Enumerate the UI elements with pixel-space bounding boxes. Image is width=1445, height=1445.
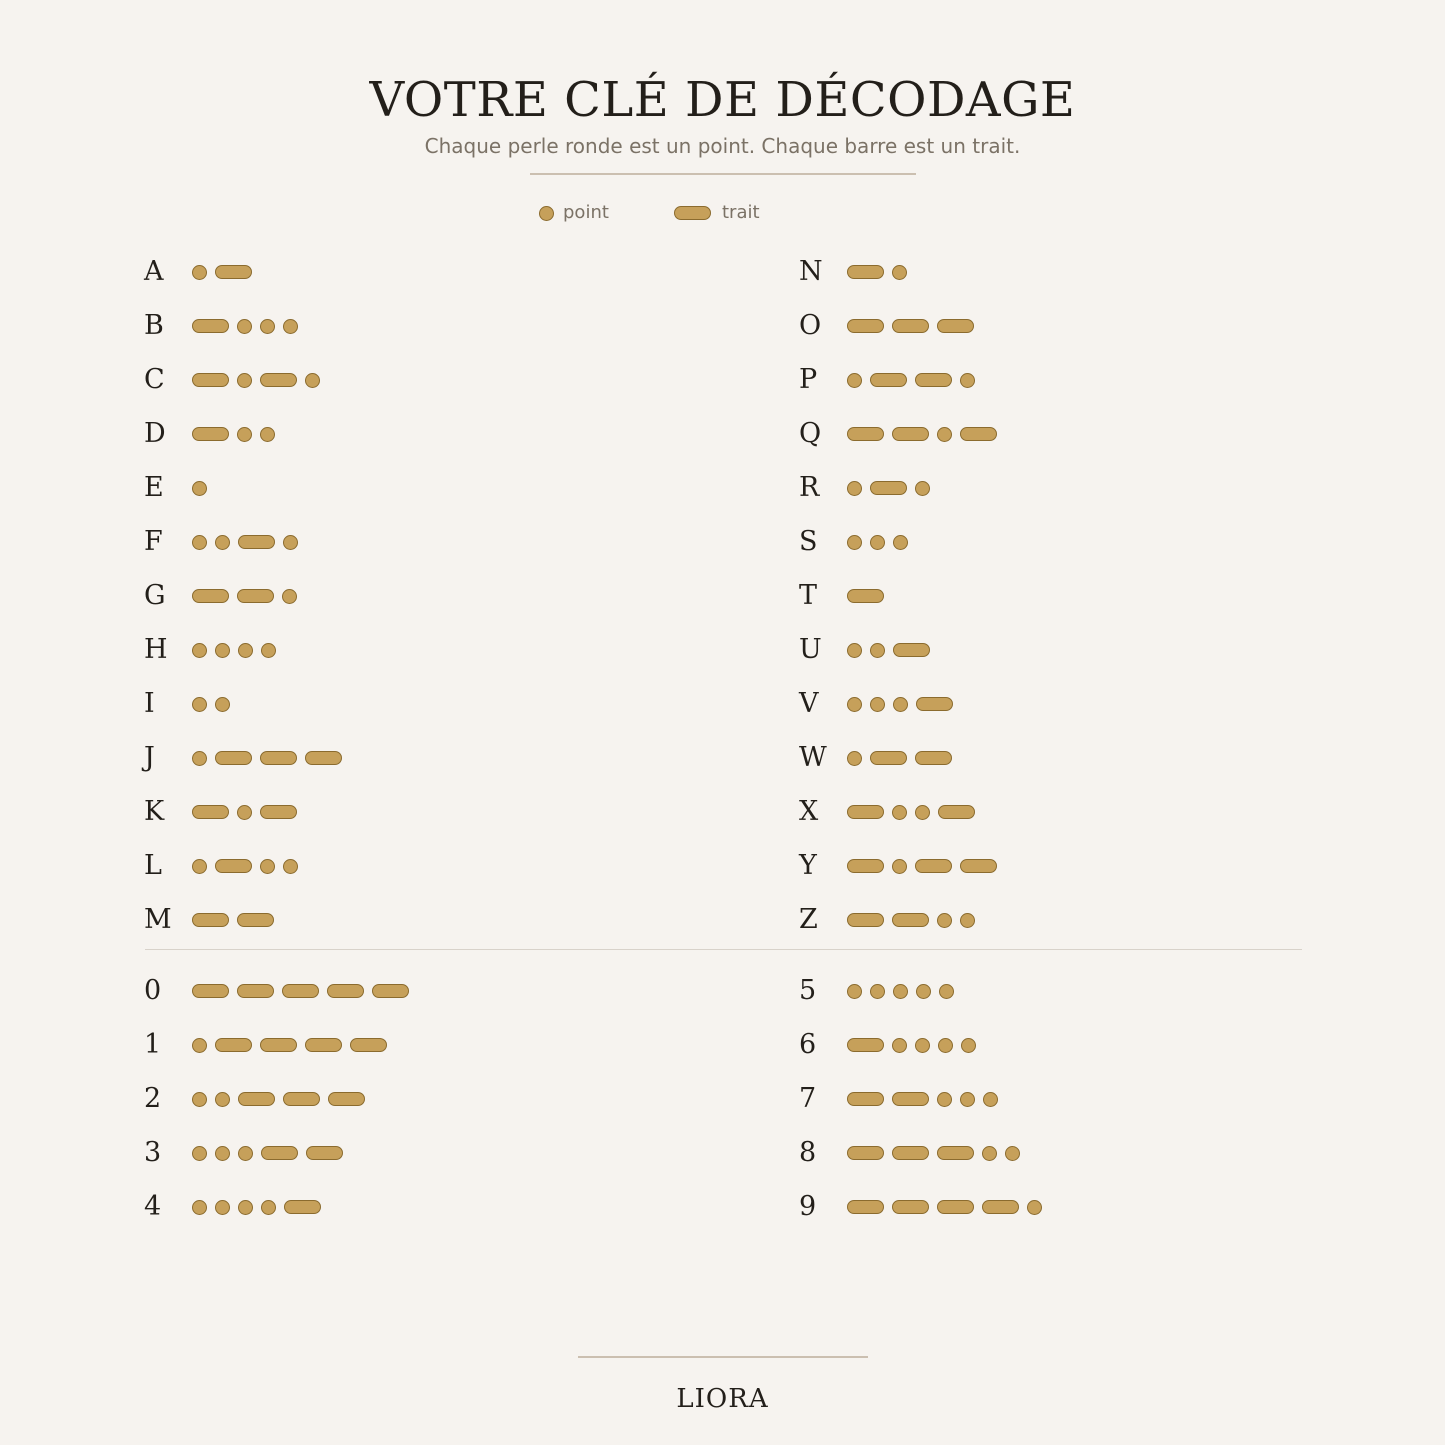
dash-bead-icon	[260, 373, 297, 387]
dash-bead-icon	[306, 1146, 343, 1160]
legend-dash	[674, 200, 760, 226]
code-row	[799, 689, 953, 719]
code-row	[144, 905, 274, 935]
dot-bead-icon	[982, 1146, 997, 1161]
dot-bead-icon	[260, 319, 275, 334]
code-character: C	[144, 364, 165, 395]
code-row	[799, 1192, 1042, 1222]
dot-bead-icon	[192, 1146, 207, 1161]
code-character: 0	[144, 975, 162, 1006]
code-character: 3	[144, 1137, 162, 1168]
dot-bead-icon	[260, 427, 275, 442]
dot-bead-icon	[305, 373, 320, 388]
dot-bead-icon	[192, 751, 207, 766]
dot-bead-icon	[261, 1200, 276, 1215]
code-row	[144, 689, 230, 719]
code-row	[799, 635, 930, 665]
morse-sequence	[192, 535, 298, 550]
dot-bead-icon	[892, 859, 907, 874]
dot-bead-icon	[238, 1146, 253, 1161]
morse-sequence	[847, 1200, 1042, 1215]
code-row	[799, 527, 908, 557]
code-character: E	[144, 472, 164, 503]
dash-bead-icon	[847, 859, 884, 873]
morse-sequence	[847, 1038, 976, 1053]
dot-bead-icon	[847, 643, 862, 658]
code-character: V	[799, 688, 819, 719]
code-character: 9	[799, 1191, 817, 1222]
morse-sequence	[192, 1038, 387, 1053]
code-character: 1	[144, 1029, 162, 1060]
code-row	[144, 743, 342, 773]
code-row	[144, 1192, 321, 1222]
dot-bead-icon	[215, 1146, 230, 1161]
morse-sequence	[847, 1146, 1020, 1161]
code-row	[799, 1138, 1020, 1168]
dash-bead-icon	[916, 697, 953, 711]
dot-bead-icon	[192, 265, 207, 280]
code-row	[799, 797, 975, 827]
dash-bead-icon	[915, 373, 952, 387]
code-row	[799, 311, 974, 341]
dot-bead-icon	[893, 535, 908, 550]
dot-bead-icon	[892, 1038, 907, 1053]
dash-bead-icon	[237, 913, 274, 927]
code-character: O	[799, 310, 822, 341]
code-row	[799, 905, 975, 935]
dot-bead-icon	[215, 643, 230, 658]
section-divider	[145, 949, 1302, 950]
dot-bead-icon	[915, 481, 930, 496]
dash-bead-icon	[847, 1146, 884, 1160]
dot-bead-icon	[893, 697, 908, 712]
dash-bead-icon	[237, 589, 274, 603]
morse-sequence	[192, 265, 252, 280]
code-character: N	[799, 256, 823, 287]
code-row	[144, 527, 298, 557]
code-character: P	[799, 364, 818, 395]
dash-bead-icon	[284, 1200, 321, 1214]
dot-bead-icon	[937, 1092, 952, 1107]
dot-bead-icon	[937, 427, 952, 442]
morse-sequence	[847, 481, 930, 496]
code-character: X	[799, 796, 819, 827]
dash-bead-icon	[892, 319, 929, 333]
dash-bead-icon	[305, 1038, 342, 1052]
code-character: R	[799, 472, 820, 503]
dash-bead-icon	[260, 1038, 297, 1052]
dot-bead-icon	[192, 1038, 207, 1053]
morse-sequence	[192, 589, 297, 604]
dot-bead-icon	[847, 697, 862, 712]
dash-bead-icon	[674, 206, 711, 220]
dot-bead-icon	[983, 1092, 998, 1107]
dash-bead-icon	[350, 1038, 387, 1052]
dash-bead-icon	[847, 1092, 884, 1106]
dash-bead-icon	[192, 373, 229, 387]
code-character: D	[144, 418, 166, 449]
dash-bead-icon	[892, 1092, 929, 1106]
code-character: 5	[799, 975, 817, 1006]
code-row	[799, 365, 975, 395]
code-row	[144, 257, 252, 287]
dash-bead-icon	[238, 535, 275, 549]
dot-bead-icon	[192, 535, 207, 550]
dot-bead-icon	[892, 265, 907, 280]
page-subtitle: Chaque perle ronde est un point. Chaque barre est un trait.	[424, 134, 1021, 158]
dot-bead-icon	[192, 643, 207, 658]
code-row	[144, 365, 320, 395]
code-row	[799, 976, 954, 1006]
code-row	[144, 851, 298, 881]
code-row	[144, 473, 207, 503]
brand-name: LIORA	[676, 1384, 769, 1414]
dash-bead-icon	[870, 481, 907, 495]
dash-bead-icon	[892, 1200, 929, 1214]
footer-divider	[578, 1356, 868, 1358]
morse-sequence	[847, 535, 908, 550]
dot-bead-icon	[847, 984, 862, 999]
dot-bead-icon	[847, 481, 862, 496]
dot-bead-icon	[238, 1200, 253, 1215]
code-row	[799, 419, 997, 449]
morse-sequence	[847, 859, 997, 874]
dash-bead-icon	[260, 805, 297, 819]
dash-bead-icon	[847, 1038, 884, 1052]
dash-bead-icon	[937, 1200, 974, 1214]
dash-bead-icon	[237, 984, 274, 998]
dot-bead-icon	[960, 1092, 975, 1107]
code-character: 8	[799, 1137, 817, 1168]
dot-bead-icon	[916, 984, 931, 999]
dot-bead-icon	[939, 984, 954, 999]
morse-sequence	[847, 427, 997, 442]
code-row	[799, 1030, 976, 1060]
morse-sequence	[192, 805, 297, 820]
dot-bead-icon	[215, 697, 230, 712]
dot-bead-icon	[215, 1092, 230, 1107]
morse-sequence	[847, 751, 952, 766]
legend-dash-label: trait	[722, 202, 760, 223]
code-row	[799, 1084, 998, 1114]
code-row	[144, 581, 297, 611]
dash-bead-icon	[192, 589, 229, 603]
morse-sequence	[847, 984, 954, 999]
code-row	[144, 419, 275, 449]
dot-bead-icon	[215, 1200, 230, 1215]
morse-sequence	[847, 1092, 998, 1107]
code-row	[799, 851, 997, 881]
code-character: 2	[144, 1083, 162, 1114]
code-row	[144, 797, 297, 827]
dash-bead-icon	[847, 589, 884, 603]
code-row	[144, 635, 276, 665]
code-character: 7	[799, 1083, 817, 1114]
dot-bead-icon	[237, 319, 252, 334]
dot-bead-icon	[192, 481, 207, 496]
dash-bead-icon	[260, 751, 297, 765]
morse-sequence	[192, 1200, 321, 1215]
dot-bead-icon	[915, 805, 930, 820]
dot-bead-icon	[1005, 1146, 1020, 1161]
code-row	[799, 473, 930, 503]
dot-bead-icon	[870, 535, 885, 550]
code-character: W	[799, 742, 827, 773]
morse-sequence	[847, 805, 975, 820]
code-row	[799, 581, 884, 611]
dot-bead-icon	[870, 697, 885, 712]
dash-bead-icon	[305, 751, 342, 765]
code-character: 6	[799, 1029, 817, 1060]
dash-bead-icon	[893, 643, 930, 657]
dot-bead-icon	[260, 859, 275, 874]
dot-bead-icon	[915, 1038, 930, 1053]
dot-bead-icon	[238, 643, 253, 658]
dot-bead-icon	[282, 589, 297, 604]
dash-bead-icon	[261, 1146, 298, 1160]
code-character: M	[144, 904, 172, 935]
dash-bead-icon	[215, 265, 252, 279]
dot-bead-icon	[192, 1200, 207, 1215]
code-character: Y	[799, 850, 817, 881]
dash-bead-icon	[960, 427, 997, 441]
dash-bead-icon	[283, 1092, 320, 1106]
code-row	[144, 1138, 343, 1168]
morse-sequence	[192, 1146, 343, 1161]
dash-bead-icon	[847, 1200, 884, 1214]
morse-sequence	[847, 913, 975, 928]
morse-sequence	[192, 427, 275, 442]
dot-bead-icon	[283, 319, 298, 334]
dash-bead-icon	[892, 913, 929, 927]
code-row	[144, 976, 409, 1006]
code-character: A	[144, 256, 164, 287]
dash-bead-icon	[960, 859, 997, 873]
dash-bead-icon	[192, 427, 229, 441]
morse-sequence	[847, 589, 884, 603]
dash-bead-icon	[282, 984, 319, 998]
dash-bead-icon	[215, 859, 252, 873]
dash-bead-icon	[192, 984, 229, 998]
dash-bead-icon	[847, 913, 884, 927]
dot-bead-icon	[283, 535, 298, 550]
dash-bead-icon	[937, 319, 974, 333]
code-character: Z	[799, 904, 818, 935]
code-row	[144, 1084, 365, 1114]
dash-bead-icon	[982, 1200, 1019, 1214]
code-row	[799, 257, 907, 287]
page-title: VOTRE CLÉ DE DÉCODAGE	[369, 72, 1076, 128]
dot-bead-icon	[870, 643, 885, 658]
dot-bead-icon	[192, 859, 207, 874]
code-character: H	[144, 634, 168, 665]
legend-point	[539, 200, 609, 226]
code-character: L	[144, 850, 162, 881]
code-character: T	[799, 580, 818, 611]
morse-sequence	[192, 697, 230, 712]
dash-bead-icon	[238, 1092, 275, 1106]
dot-bead-icon	[261, 643, 276, 658]
dot-bead-icon	[892, 805, 907, 820]
legend	[0, 200, 1445, 226]
morse-sequence	[192, 373, 320, 388]
morse-sequence	[192, 751, 342, 766]
code-row	[144, 311, 298, 341]
code-character: S	[799, 526, 818, 557]
morse-sequence	[192, 319, 298, 334]
dot-bead-icon	[847, 535, 862, 550]
dash-bead-icon	[328, 1092, 365, 1106]
code-row	[144, 1030, 387, 1060]
morse-sequence	[192, 984, 409, 998]
morse-sequence	[847, 319, 974, 333]
dash-bead-icon	[192, 913, 229, 927]
dash-bead-icon	[847, 319, 884, 333]
dot-bead-icon	[283, 859, 298, 874]
morse-sequence	[192, 643, 276, 658]
dash-bead-icon	[938, 805, 975, 819]
morse-sequence	[192, 481, 207, 496]
dot-bead-icon	[847, 373, 862, 388]
morse-sequence	[847, 643, 930, 658]
dot-bead-icon	[237, 373, 252, 388]
code-character: B	[144, 310, 164, 341]
dot-bead-icon	[237, 427, 252, 442]
dot-bead-icon	[937, 913, 952, 928]
dash-bead-icon	[847, 427, 884, 441]
dash-bead-icon	[915, 859, 952, 873]
dash-bead-icon	[915, 751, 952, 765]
dash-bead-icon	[847, 805, 884, 819]
dot-bead-icon	[870, 984, 885, 999]
dot-bead-icon	[893, 984, 908, 999]
morse-sequence	[192, 1092, 365, 1107]
dash-bead-icon	[870, 751, 907, 765]
code-character: J	[144, 742, 155, 773]
code-character: F	[144, 526, 163, 557]
dash-bead-icon	[372, 984, 409, 998]
dash-bead-icon	[192, 805, 229, 819]
dot-bead-icon	[938, 1038, 953, 1053]
dot-bead-icon	[961, 1038, 976, 1053]
dash-bead-icon	[892, 1146, 929, 1160]
dot-bead-icon	[1027, 1200, 1042, 1215]
dot-bead-icon	[237, 805, 252, 820]
legend-point-label: point	[563, 202, 609, 223]
dash-bead-icon	[892, 427, 929, 441]
morse-sequence	[847, 373, 975, 388]
code-character: G	[144, 580, 166, 611]
code-character: U	[799, 634, 822, 665]
morse-sequence	[192, 859, 298, 874]
code-character: Q	[799, 418, 822, 449]
dash-bead-icon	[937, 1146, 974, 1160]
dash-bead-icon	[215, 751, 252, 765]
morse-sequence	[847, 697, 953, 712]
dash-bead-icon	[870, 373, 907, 387]
title-divider	[530, 173, 916, 175]
code-character: I	[144, 688, 155, 719]
dash-bead-icon	[327, 984, 364, 998]
dash-bead-icon	[215, 1038, 252, 1052]
dot-bead-icon	[192, 697, 207, 712]
morse-sequence	[192, 913, 274, 927]
dot-bead-icon	[192, 1092, 207, 1107]
code-character: 4	[144, 1191, 162, 1222]
code-row	[799, 743, 952, 773]
dot-bead-icon	[960, 373, 975, 388]
dash-bead-icon	[847, 265, 884, 279]
dot-bead-icon	[960, 913, 975, 928]
dot-bead-icon	[847, 751, 862, 766]
dot-bead-icon	[215, 535, 230, 550]
code-character: K	[144, 796, 165, 827]
dot-bead-icon	[539, 206, 554, 221]
morse-sequence	[847, 265, 907, 280]
dash-bead-icon	[192, 319, 229, 333]
